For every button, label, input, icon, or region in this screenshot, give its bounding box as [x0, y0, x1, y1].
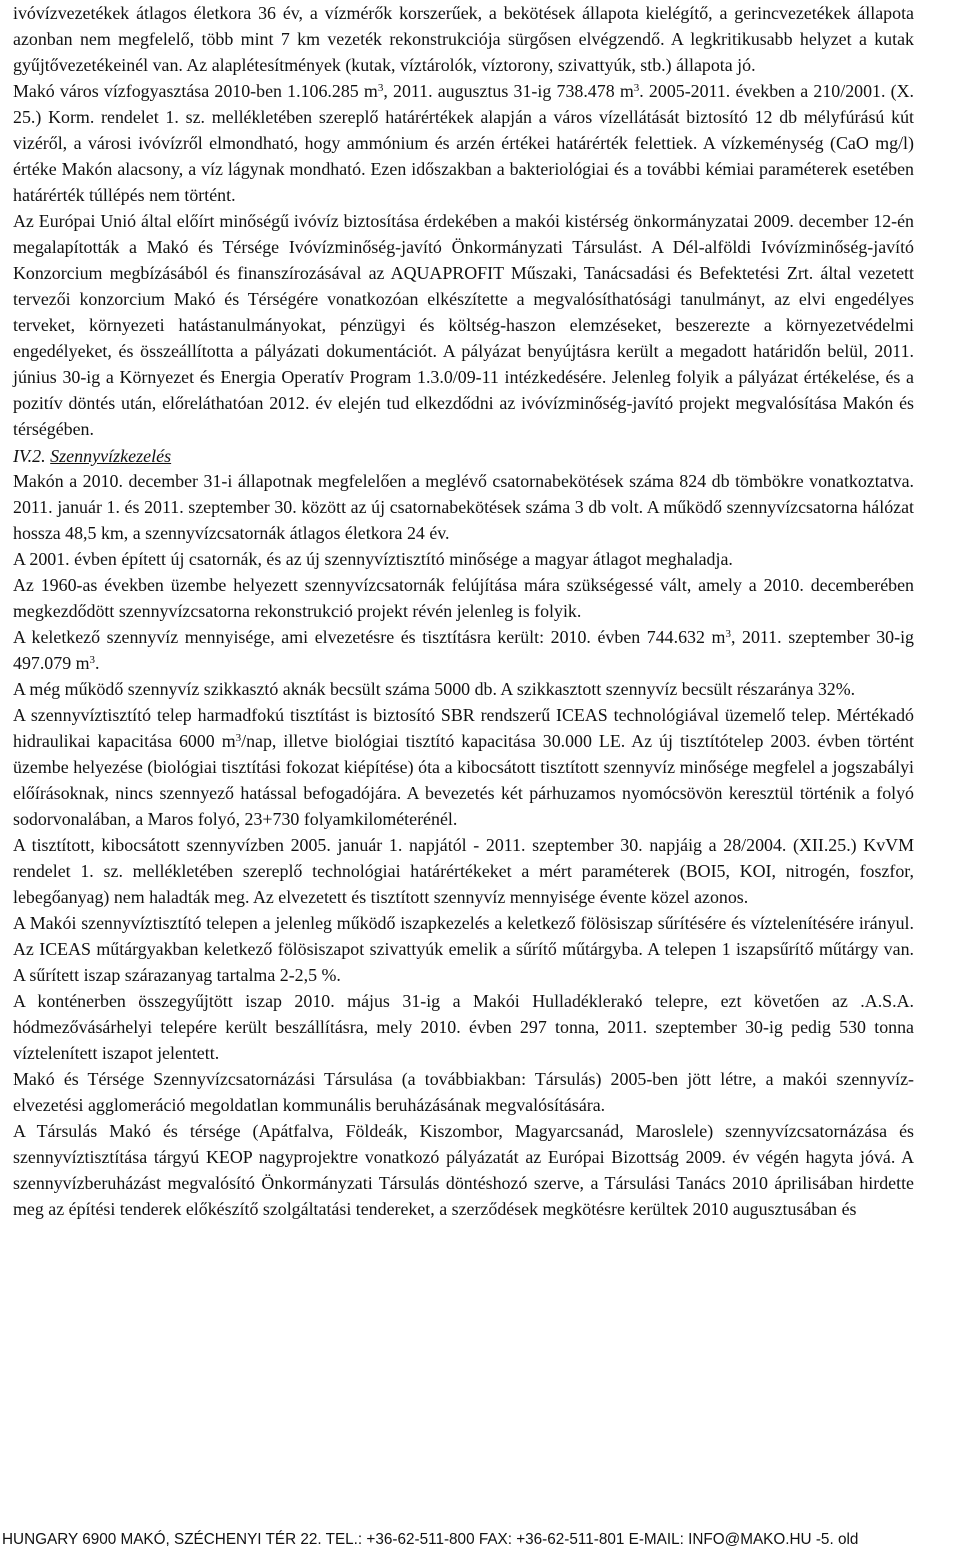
paragraph-treatment-plant — [13, 702, 914, 832]
paragraph-treated-wastewater: A tisztított, kibocsátott szennyvízben 2005. január 1. napjától - 2011. szeptember 30. napjáig a 28/2004. (XII.25.) KvVM rendelet 1. sz. mellékletében szereplő technológiai határértékeket a mért paraméterek (BOI5, KOI, nitrogén, foszfor, lebegőanyag) nem haladták meg. Az elvezetett és tisztított szennyvíz mennyisége évente közel azonos. — [13, 835, 914, 907]
paragraph-water-network-condition: ivóvízvezetékek átlagos életkora 36 év, a vízmérők korszerűek, a bekötések állapota kielégítő, a gerincvezetékek állapota azonban nem megfelelő, több mint 7 km vezeték rekonstrukciója sürgősen elvégzendő. A legkritikusabb helyzet a kutak gyűjtővezetékeinél van. Az alaplétesítmények (kutak, víztárolók, víztorony, szivattyúk, stb.) állapota jó. — [13, 3, 914, 75]
paragraph-sewer-connections: Makón a 2010. december 31-i állapotnak megfelelően a meglévő csatornabekötések száma 824 db tömbökre vonatkoztatva. 2011. január 1. és 2011. szeptember 30. között az új csatornabekötések száma 3 db volt. A működő szennyvízcsatorna hálózat hossza 48,5 km, a szennyvízcsatornák átlagos életkora 24 év. — [13, 471, 914, 543]
text-segment: /nap, illetve biológiai tisztító kapacitása 30.000 LE. Az új tisztítótelep 2003. évben történt üzembe helyezése (biológiai tisztítási fokozat kiépítése) óta a kibocsátott tisztított szennyvíz minősége megfelel a jogszabályi előírásoknak, nincs szennyező hatással befogadójára. A bevezetés két párhuzamos nyomócsövön keresztül történik a folyó sodorvonalában, a Maros folyó, 23+730 folyamkilométerénél. — [13, 731, 914, 829]
paragraph-2001-sewers: A 2001. évben épített új csatornák, és az új szennyvíztisztító minősége a magyar átlagot meghaladja. — [13, 549, 733, 569]
superscript: 3 — [89, 654, 96, 666]
text-segment: , 2011. augusztus 31-ig 738.478 m — [383, 81, 634, 101]
paragraph-sewer-association: Makó és Térsége Szennyvízcsatornázási Társulása (a továbbiakban: Társulás) 2005-ben jött létre, a makói szennyvíz-elvezetési agglomeráció megoldatlan kommunális beruházásának megvalósítására. — [13, 1069, 914, 1115]
document-page — [13, 0, 914, 1222]
section-heading — [13, 444, 914, 468]
text-segment: A keletkező szennyvíz mennyisége, ami elvezetésre és tisztításra került: 2010. évben 744.632 m — [13, 627, 726, 647]
superscript: 3 — [235, 732, 242, 744]
superscript: 3 — [633, 82, 640, 94]
paragraph-sludge-treatment: A Makói szennyvíztisztító telepen a jelenleg működő iszapkezelés a keletkező fölösiszap sűrítésére és víztelenítésére irányul. Az ICEAS műtárgyakban keletkező fölösiszapot szivattyúk emelik a sűrítő műtárgyba. A telepen 1 iszapsűrítő műtárgy van. A sűrített iszap szárazanyag tartalma 2-2,5 %. — [13, 913, 914, 985]
superscript: 3 — [377, 82, 384, 94]
section-number: IV.2. — [13, 446, 46, 466]
paragraph-wastewater-quantity — [13, 624, 914, 676]
text-segment: A szennyvíztisztító telep harmadfokú tisztítást is biztosító SBR rendszerű ICEAS technológiával üzemelő telep. Mértékadó hidraulikai kapacitása 6000 m — [13, 705, 914, 751]
paragraph-sludge-container: A konténerben összegyűjtött iszap 2010. május 31-ig a Makói Hulladéklerakó telepre, ezt követően az .A.S.A. hódmezővásárhelyi telepére került beszállításra, mely 2010. évben 297 tonna, 2011. szeptember 30-ig pedig 530 tonna víztelenített iszapot jelentett. — [13, 991, 914, 1063]
section-title: Szennyvízkezelés — [50, 446, 172, 466]
paragraph-eu-drinking-water: Az Európai Unió által előírt minőségű ivóvíz biztosítása érdekében a makói kistérség önkormányzatai 2009. december 12-én megalapították a Makó és Térsége Ivóvízminőség-javító Önkormányzati Társulást. A Dél-alföldi Ivóvízminőség-javító Konzorcium megbízásából és finanszírozásával az AQUAPROFIT Műszaki, Tanácsadási és Befektetési Zrt. által vezetett tervezői konzorcium Makó és Térségére vonatkozóan elkészítette a megvalósíthatósági tanulmányt, az elvi engedélyes terveket, környezeti hatástanulmányokat, pénzügyi és költség-haszon elemzéseket, beszerezte a környezetvédelmi engedélyeket, és összeállította a pályázati dokumentációt. A pályázat benyújtásra került a megadott határidőn belül, 2011. június 30-ig a Környezet és Energia Operatív Program 1.3.0/09-11 intézkedésére. Jelenleg folyik a pályázat értékelése, és a pozitív döntés után, előreláthatóan 2012. év elején tud elkezdődni az ivóvízminőség-javító projekt megvalósítása Makón és térségében. — [13, 211, 914, 439]
page-footer: HUNGARY 6900 MAKÓ, SZÉCHENYI TÉR 22. TEL.: +36-62-511-800 FAX: +36-62-511-801 E-MAIL: INFO@MAKO.HU -5. old — [2, 1531, 859, 1548]
paragraph-water-consumption — [13, 78, 914, 208]
text-segment: . — [95, 653, 100, 673]
paragraph-keop-project: A Társulás Makó és térsége (Apátfalva, Földeák, Kiszombor, Magyarcsanád, Maroslele) szennyvízcsatornázása és szennyvíztisztítása tárgyú KEOP nagyprojektre vonatkozó pályázatát az Európai Bizottság 2009. év végén hagyta jóvá. A szennyvízberuházást megvalósító Önkormányzati Társulás döntéshozó szerve, a Társulási Tanács 2010 áprilisában hirdette meg az építési tenderek előkészítő szolgáltatási tendereket, a szerződések megkötésre kerültek 2010 augusztusában és — [13, 1121, 914, 1219]
superscript: 3 — [725, 628, 731, 640]
text-segment: , 2011. szeptember 30-ig 497.079 m — [13, 627, 914, 673]
text-segment: . 2005-2011. években a 210/2001. (X. 25.) Korm. rendelet 1. sz. mellékletében szereplő határértékek alapján a város vízellátását biztosító 12 db mélyfúrású kút vizéről, a városi ivóvízről elmondható, hogy ammónium és arzén értékei határérték felettiek. A vízkeménység (CaO mg/l) értéke Makón alacsony, a víz lágynak mondható. Ezen időszakban a bakteriológiai és a további kémiai paraméterek esetében határérték túllépés nem történt. — [13, 81, 914, 205]
text-segment: Makó város vízfogyasztása 2010-ben 1.106.285 m — [13, 81, 378, 101]
paragraph-seepage-pits: A még működő szennyvíz szikkasztó aknák becsült száma 5000 db. A szikkasztott szennyvíz becsült részaránya 32%. — [13, 679, 856, 699]
paragraph-1960s-sewers: Az 1960-as években üzembe helyezett szennyvízcsatornák felújítása mára szükségessé vált, amely a 2010. decemberében megkezdődött szennyvízcsatorna rekonstrukció projekt révén jelenleg is folyik. — [13, 575, 914, 621]
